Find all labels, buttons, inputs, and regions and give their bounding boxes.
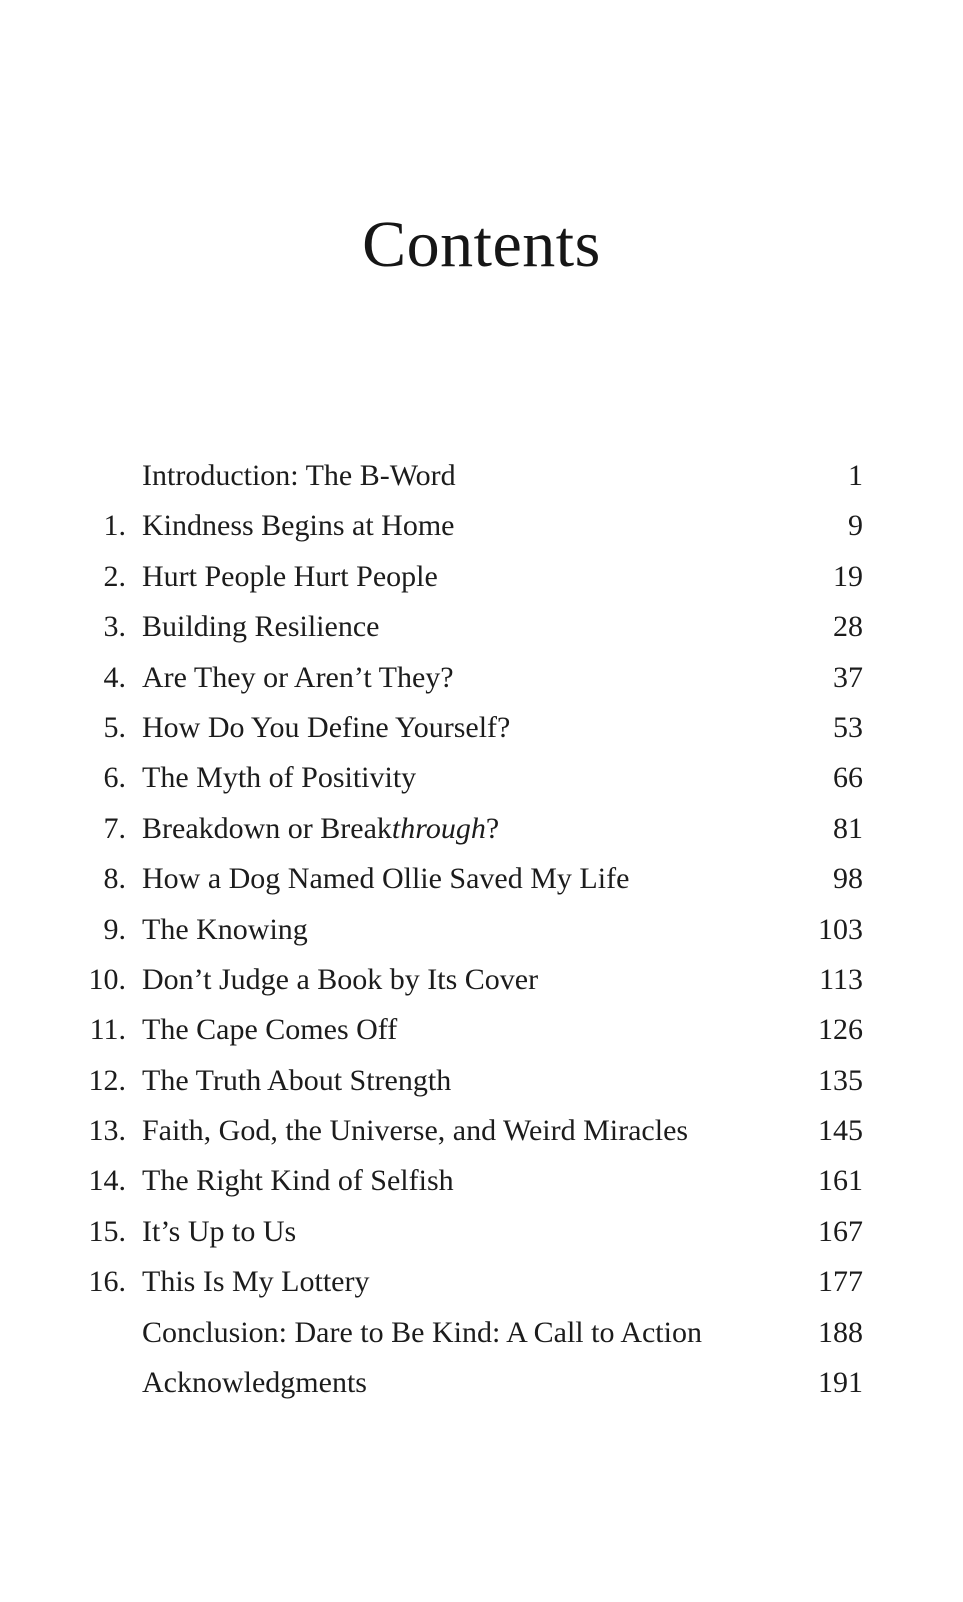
page-number: 1: [848, 459, 863, 492]
page-number: 188: [818, 1315, 863, 1349]
page-number: 19: [833, 559, 863, 593]
chapter-number: 9.: [103, 912, 126, 946]
page-number: 37: [833, 660, 863, 694]
toc-entry-chapter-3: [0, 602, 963, 652]
table-of-contents: [0, 451, 963, 1408]
chapter-title: Faith, God, the Universe, and Weird Miracles: [142, 1114, 689, 1148]
chapter-title-part: ?: [485, 811, 500, 845]
page-number: 113: [819, 962, 863, 996]
chapter-number: 13.: [88, 1114, 126, 1148]
chapter-number: 15.: [88, 1214, 126, 1248]
chapter-title: The Cape Comes Off: [142, 1013, 398, 1047]
chapter-title: It’s Up to Us: [142, 1214, 297, 1248]
page-title: Contents: [362, 208, 601, 281]
chapter-title: Don’t Judge a Book by Its Cover: [142, 962, 539, 996]
toc-entry-chapter-12: [0, 1056, 963, 1106]
chapter-title: The Myth of Positivity: [142, 761, 417, 795]
chapter-title: The Knowing: [142, 912, 308, 946]
chapter-number: 11.: [89, 1013, 126, 1047]
chapter-title: How a Dog Named Ollie Saved My Life: [142, 862, 630, 896]
chapter-title: The Truth About Strength: [142, 1063, 452, 1097]
chapter-title: This Is My Lottery: [142, 1265, 370, 1299]
toc-entry-chapter-11: [0, 1005, 963, 1055]
toc-entry-chapter-1: [0, 501, 963, 551]
chapter-title: Are They or Aren’t They?: [142, 660, 454, 694]
toc-entry-introduction: [0, 451, 963, 501]
chapter-number: 6.: [103, 761, 126, 795]
page-number: 126: [818, 1013, 863, 1047]
toc-entry-chapter-10: [0, 955, 963, 1005]
toc-entry-chapter-13: [0, 1106, 963, 1156]
chapter-title: Kindness Begins at Home: [142, 509, 455, 543]
chapter-title-part: Breakdown or Break: [142, 811, 392, 845]
chapter-title: The Right Kind of Selfish: [142, 1164, 454, 1198]
chapter-title: Introduction: The B-Word: [142, 459, 456, 492]
page-number: 98: [833, 862, 863, 896]
toc-entry-acknowledgments: [0, 1358, 963, 1408]
toc-entry-chapter-16: [0, 1257, 963, 1307]
toc-entry-chapter-14: [0, 1156, 963, 1206]
chapter-number: 1.: [103, 509, 126, 543]
page-number: 81: [833, 811, 863, 845]
page-number: 167: [818, 1214, 863, 1248]
toc-entry-chapter-6: [0, 753, 963, 803]
chapter-number: 14.: [88, 1164, 126, 1198]
toc-entry-conclusion: [0, 1308, 963, 1358]
chapter-number: 5.: [103, 710, 126, 744]
toc-entry-chapter-5: [0, 703, 963, 753]
page-number: 103: [818, 912, 863, 946]
toc-entry-chapter-4: [0, 653, 963, 703]
chapter-number: 7.: [103, 811, 126, 845]
toc-entry-chapter-15: [0, 1207, 963, 1257]
chapter-title-italic-part: through: [391, 811, 486, 845]
chapter-number: 2.: [103, 559, 126, 593]
chapter-number: 4.: [103, 660, 126, 694]
chapter-title: Conclusion: Dare to Be Kind: A Call to Action: [142, 1315, 702, 1349]
chapter-title: Acknowledgments: [142, 1366, 367, 1400]
chapter-title: [142, 804, 499, 854]
chapter-number: 10.: [88, 962, 126, 996]
toc-entry-chapter-9: [0, 905, 963, 955]
page-number: 28: [833, 610, 863, 644]
chapter-number: 16.: [88, 1265, 126, 1299]
page-number: 66: [833, 761, 863, 795]
page-number: 9: [848, 509, 863, 543]
page-number: 135: [818, 1063, 863, 1097]
page-number: 177: [818, 1265, 863, 1299]
chapter-number: 3.: [103, 610, 126, 644]
toc-entry-chapter-7: [0, 804, 963, 854]
chapter-title: How Do You Define Yourself?: [142, 710, 511, 744]
page-number: 161: [818, 1164, 863, 1198]
chapter-number: 8.: [103, 862, 126, 896]
toc-entry-chapter-2: [0, 552, 963, 602]
page-number: 53: [833, 710, 863, 744]
toc-entry-chapter-8: [0, 854, 963, 904]
chapter-number: 12.: [88, 1063, 126, 1097]
chapter-title: Building Resilience: [142, 610, 380, 644]
page-number: 191: [818, 1366, 863, 1400]
chapter-title: Hurt People Hurt People: [142, 559, 438, 593]
page-number: 145: [818, 1114, 863, 1148]
